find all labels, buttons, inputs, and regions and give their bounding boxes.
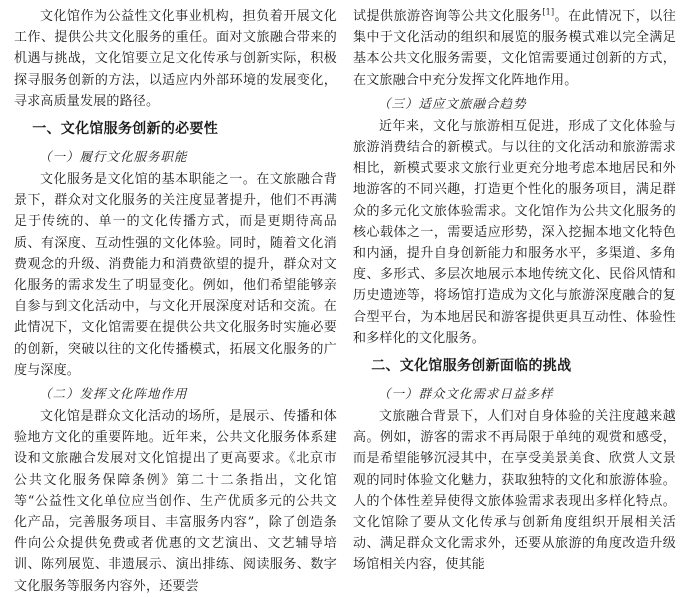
paragraph-1-3: 近年来，文化与旅游相互促进，形成了文化体验与旅游消费结合的新模式。与以往的文化活动和旅游需求相比，新模式要求文旅行业更充分地考虑本地居民和外地游客的不同兴趣，打造更个性化的服务项目，满足群众的多元化文旅体验需求。文化馆作为公共文化服务的核心载体之一，需要适应形势，深入挖掘本地文化特色和内涵，提升自身创新能力和服务水平，多渠道、多角度、多形式、多层次地展示本地传统文化、民俗风情和历史遗迹等，将场馆打造成为文化与旅游深度融合的复合型平台，为本地居民和游客提供更具互动性、体验性和多样化的文化服务。 <box>353 118 676 346</box>
subsection-heading-1-2: （二）发挥文化阵地作用 <box>39 386 188 402</box>
paragraph-1-2: 文化馆是群众文化活动的场所，是展示、传播和体验地方文化的重要阵地。近年来，公共文化服务体系建设和文旅融合发展对文化馆提出了更高要求。《北京市公共文化服务保障条例》第二十二条指出，文化馆等“公益性文化单位应当创作、生产优质多元的公共文化产品，完善服务项目、丰富服务内容”，除了创造条件向公众提供免费或者优惠的文艺演出、文艺辅导培训、陈列展览、非遗展示、演出排练、阅读服务、数字文化服务等服务内容外，还要尝 <box>14 409 337 594</box>
section-heading-2: 二、文化馆服务创新面临的挑战 <box>371 358 572 375</box>
paragraph-1-2-continued <box>353 6 676 91</box>
paragraph-continued-text-b: 。在此情况下，以往集中于文化活动的组织和展览的服务模式难以完全满足基本公共文化服务需要，文化馆需要通过创新的方式，在文旅融合中充分发挥文化阵地作用。 <box>353 9 676 88</box>
paragraph-1-1: 文化服务是文化馆的基本职能之一。在文旅融合背景下，群众对文化服务的关注度显著提升，他们不再满足于传统的、单一的文化传播方式，而是更期待高品质、有深度、互动性强的文化体验。同时，随着文化消费观念的升级、消费能力和消费欲望的提升，群众对文化服务的需求发生了明显变化。例如，他们希望能够亲自参与到文化活动中，与文化开展深度对话和交流。在此情况下，文化馆需要在提供公共文化服务时实施必要的创新，突破以往的文化传播模式，拓展文化服务的广度与深度。 <box>14 172 337 378</box>
paragraph-2-1: 文旅融合背景下，人们对自身体验的关注度越来越高。例如，游客的需求不再局限于单纯的观赏和感受，而是希望能够沉浸其中，在享受美景美食、欣赏人文景观的同时体验文化魅力，获取独特的文化和旅游体验。人的个体性差异使得文旅体验需求表现出多样化特点。文化馆除了要从文化传承与创新角度组织开展相关活动、满足群众文化需求外，还要从旅游的角度改造升级场馆相关内容，使其能 <box>353 409 676 573</box>
subsection-heading-2-1: （一）群众文化需求日益多样 <box>378 386 554 402</box>
citation-ref: [1] <box>542 7 555 17</box>
left-column <box>14 6 337 596</box>
right-column <box>353 6 676 596</box>
intro-paragraph: 文化馆作为公益性文化事业机构，担负着开展文化工作、提供公共文化服务的重任。面对文旅融合带来的机遇与挑战，文化馆要立足文化传承与创新实际，积极探寻服务创新的方法，以适应内外部环境的发展变化，寻求高质量发展的路径。 <box>14 9 337 109</box>
subsection-heading-1-1: （一）履行文化服务职能 <box>39 149 188 165</box>
paragraph-continued-text-a: 试提供旅游咨询等公共文化服务 <box>353 9 543 24</box>
subsection-heading-1-3: （三）适应文旅融合趋势 <box>378 95 527 111</box>
section-heading-1: 一、文化馆服务创新的必要性 <box>32 121 219 138</box>
